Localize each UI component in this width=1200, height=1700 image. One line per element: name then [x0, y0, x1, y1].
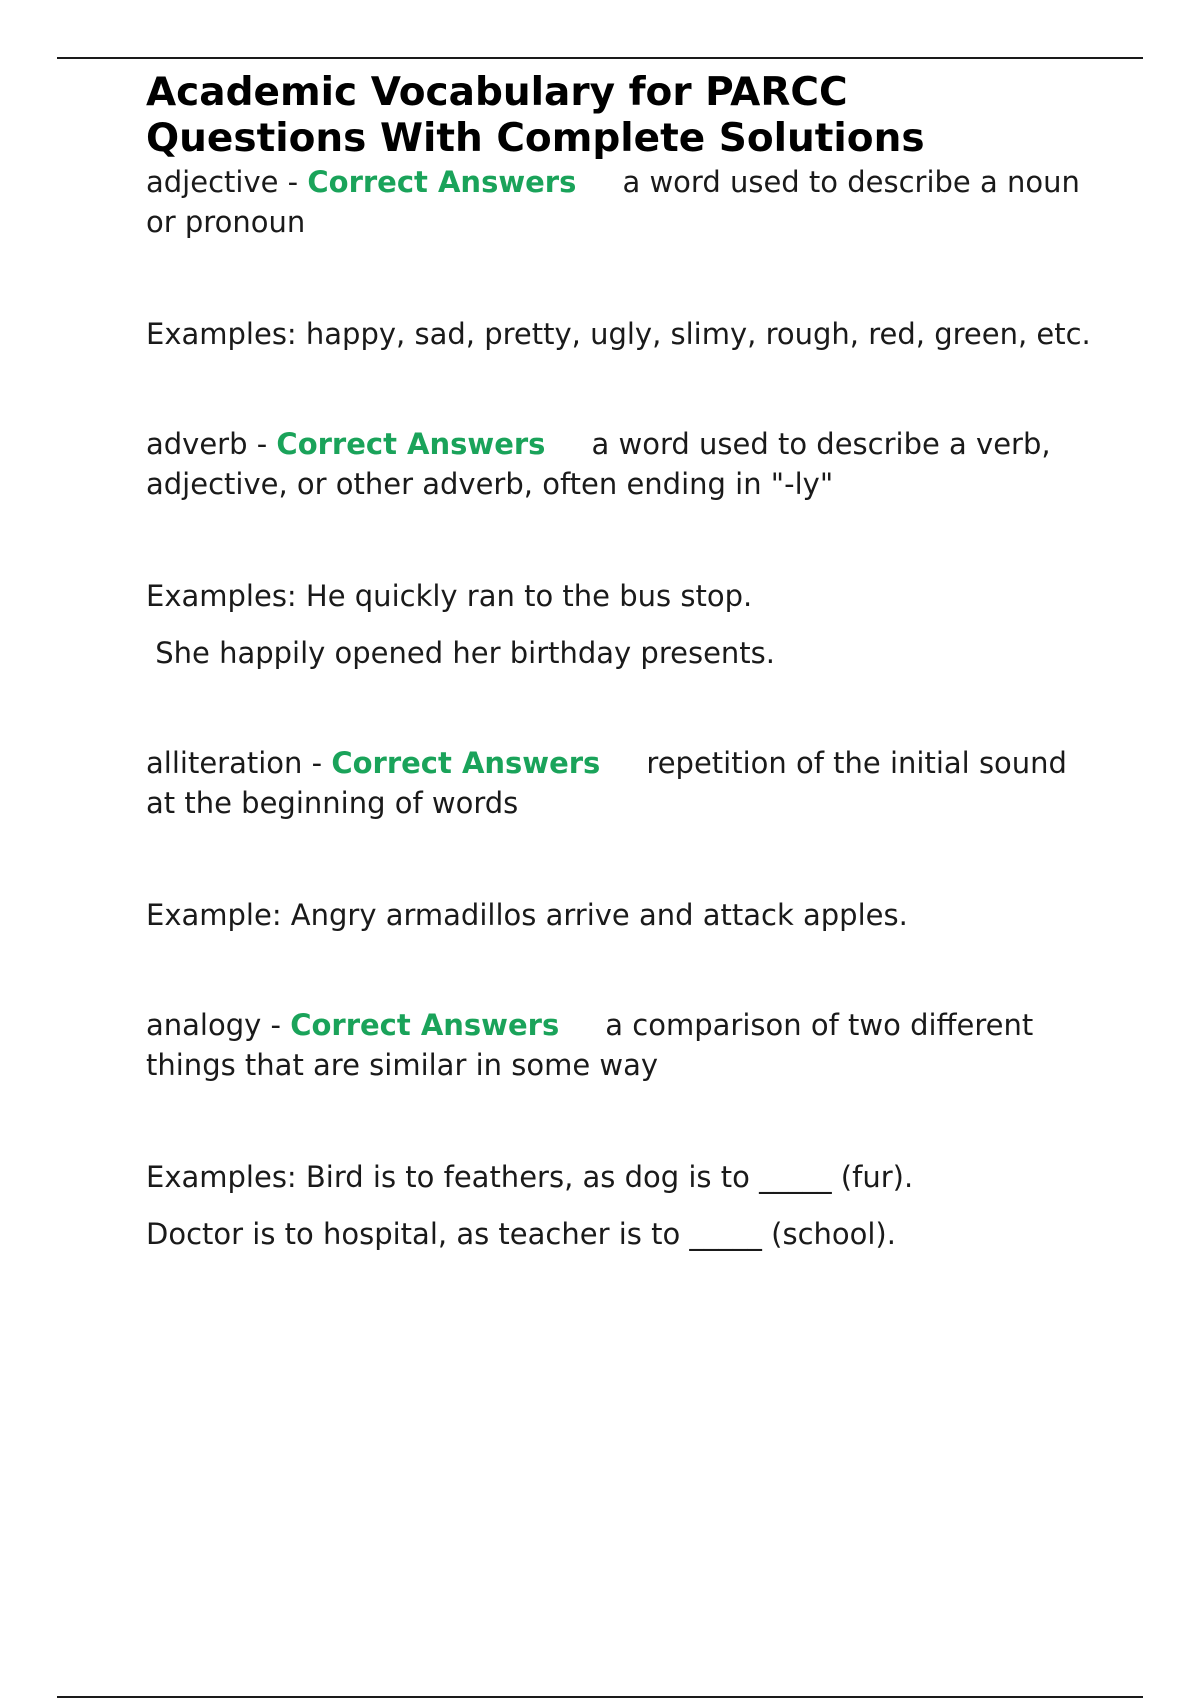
example: Doctor is to hospital, as teacher is to _____ (school). — [146, 1217, 896, 1251]
term: analogy - — [146, 1008, 291, 1042]
correct-answers-label: Correct Answers — [276, 427, 546, 461]
correct-answers-label: Correct Answers — [331, 746, 601, 780]
example: Examples: happy, sad, pretty, ugly, slimy, rough, red, green, etc. — [146, 317, 1091, 351]
example: Examples: Bird is to feathers, as dog is to _____ (fur). — [146, 1160, 914, 1194]
correct-answers-label: Correct Answers — [307, 165, 577, 199]
example: Example: Angry armadillos arrive and attack apples. — [146, 898, 908, 932]
top-rule — [57, 57, 1143, 59]
vocab-entry — [146, 424, 1096, 673]
title-line-1: Academic Vocabulary for PARCC — [146, 70, 848, 115]
example: Examples: He quickly ran to the bus stop. — [146, 579, 753, 613]
term-definition — [146, 743, 1096, 823]
definition: repetition of the initial sound at the beginning of words — [146, 746, 1077, 820]
term-definition — [146, 424, 1096, 504]
term: alliteration - — [146, 746, 332, 780]
term-definition — [146, 162, 1096, 242]
definition: a word used to describe a verb, adjective, or other adverb, often ending in "-ly" — [146, 427, 1060, 501]
example: She happily opened her birthday presents. — [146, 636, 775, 670]
definition: a comparison of two different things that are similar in some way — [146, 1008, 1043, 1082]
term: adverb - — [146, 427, 277, 461]
term: adjective - — [146, 165, 308, 199]
bottom-rule — [57, 1696, 1143, 1698]
document-title — [146, 70, 1096, 162]
definition: a word used to describe a noun or pronoun — [146, 165, 1090, 239]
document-body — [146, 70, 1096, 1254]
title-line-2: Questions With Complete Solutions — [146, 116, 925, 161]
vocab-entry — [146, 1005, 1096, 1254]
vocab-entry — [146, 743, 1096, 935]
term-definition — [146, 1005, 1096, 1085]
correct-answers-label: Correct Answers — [290, 1008, 560, 1042]
vocab-entry — [146, 162, 1096, 354]
